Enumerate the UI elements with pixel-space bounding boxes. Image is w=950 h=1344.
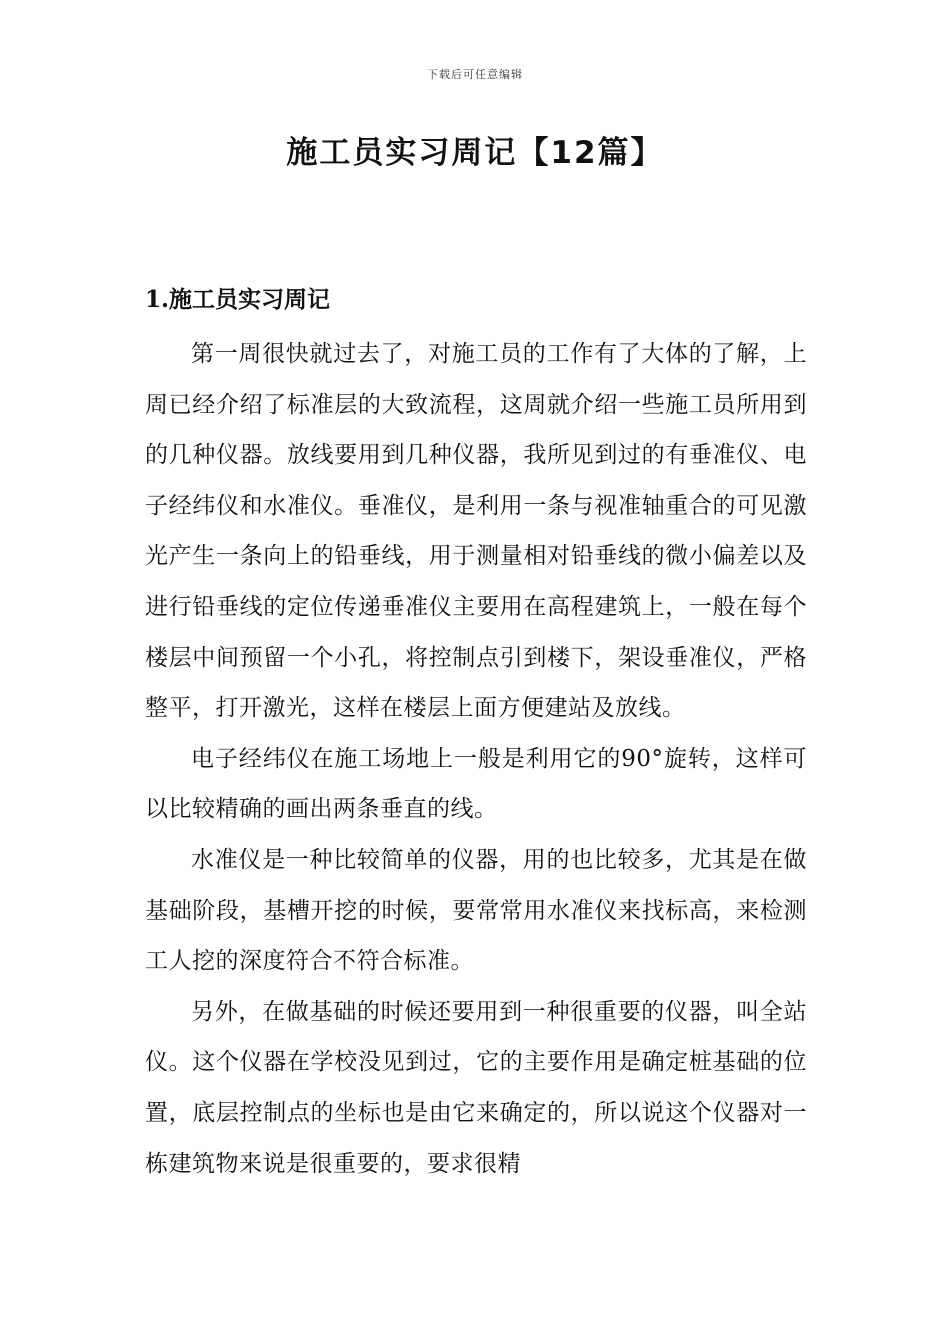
paragraph: 电子经纬仪在施工场地上一般是利用它的90°旋转，这样可以比较精确的画出两条垂直的线。	[145, 745, 807, 823]
header-note: 下载后可任意编辑	[427, 68, 523, 81]
paragraph: 第一周很快就过去了，对施工员的工作有了大体的了解，上周已经介绍了标准层的大致流程，这周就介绍一些施工员所用到的几种仪器。放线要用到几种仪器，我所见到过的有垂准仪、电子经纬仪和水准仪。垂准仪，是利用一条与视准轴重合的可见激光产生一条向上的铅垂线，用于测量相对铅垂线的微小偏差以及进行铅垂线的定位传递垂准仪主要用在高程建筑上，一般在每个楼层中间预留一个小孔，将控制点引到楼下，架设垂准仪，严格整平，打开激光，这样在楼层上面方便建站及放线。	[145, 341, 807, 722]
document-title: 施工员实习周记【12篇】	[286, 135, 664, 171]
paragraph: 水准仪是一种比较简单的仪器，用的也比较多，尤其是在做基础阶段，基槽开挖的时候，要常常用水准仪来找标高，来检测工人挖的深度符合不符合标准。	[145, 846, 807, 975]
section-body	[145, 329, 807, 1189]
paragraph: 另外，在做基础的时候还要用到一种很重要的仪器，叫全站仪。这个仪器在学校没见到过，它的主要作用是确定桩基础的位置，底层控制点的坐标也是由它来确定的，所以说这个仪器对一栋建筑物来说是很重要的，要求很精	[145, 998, 807, 1177]
section-heading: 1.施工员实习周记	[145, 286, 331, 313]
